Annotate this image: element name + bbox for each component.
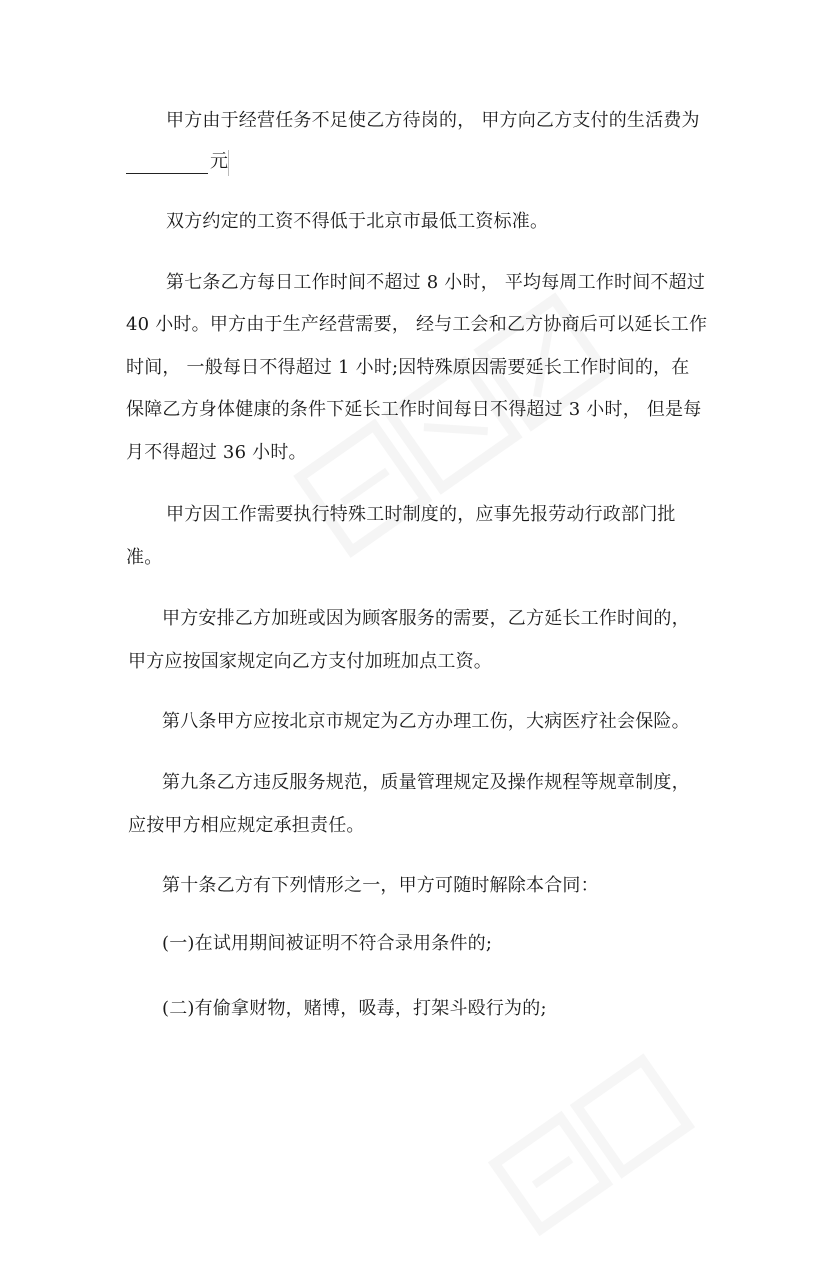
paragraph-line: 准。 — [126, 547, 163, 568]
watermark-icon — [461, 978, 799, 1281]
paragraph-line: 甲方由于经营任务不足使乙方待岗的， 甲方向乙方支付的生活费为 — [166, 110, 700, 131]
paragraph-line: 时间， 一般每日不得超过 1 小时;因特殊原因需要延长工作时间的，在 — [126, 357, 690, 378]
paragraph-line: 第七条乙方每日工作时间不超过 8 小时， 平均每周工作时间不超过 — [166, 272, 706, 293]
cursor-mark — [228, 150, 229, 176]
paragraph-line: 第十条乙方有下列情形之一，甲方可随时解除本合同： — [162, 875, 599, 896]
paragraph-line: 甲方安排乙方加班或因为顾客服务的需要，乙方延长工作时间的， — [162, 608, 690, 629]
paragraph-line: 双方约定的工资不得低于北京市最低工资标准。 — [166, 211, 549, 232]
paragraph-line: 月不得超过 36 小时。 — [126, 442, 307, 463]
blank-underline — [126, 155, 208, 174]
watermark-icon — [261, 249, 699, 660]
paragraph-line: 第九条乙方违反服务规范，质量管理规定及操作规程等规章制度， — [162, 772, 690, 793]
paragraph-line: 第八条甲方应按北京市规定为乙方办理工伤，大病医疗社会保险。 — [162, 711, 690, 732]
salary-blank-field — [126, 150, 228, 174]
list-item: (二)有偷拿财物，赌博，吸毒，打架斗殴行为的; — [162, 998, 547, 1019]
currency-unit: 元 — [210, 151, 228, 172]
paragraph-line: 40 小时。甲方由于生产经营需要， 经与工会和乙方协商后可以延长工作 — [126, 314, 708, 335]
paragraph-line: 甲方应按国家规定向乙方支付加班加点工资。 — [128, 651, 492, 672]
paragraph-line: 甲方因工作需要执行特殊工时制度的，应事先报劳动行政部门批 — [166, 504, 676, 525]
paragraph-line: 保障乙方身体健康的条件下延长工作时间每日不得超过 3 小时， 但是每 — [126, 399, 702, 420]
list-item: (一)在试用期间被证明不符合录用条件的; — [162, 933, 493, 954]
paragraph-line: 应按甲方相应规定承担责任。 — [128, 815, 365, 836]
